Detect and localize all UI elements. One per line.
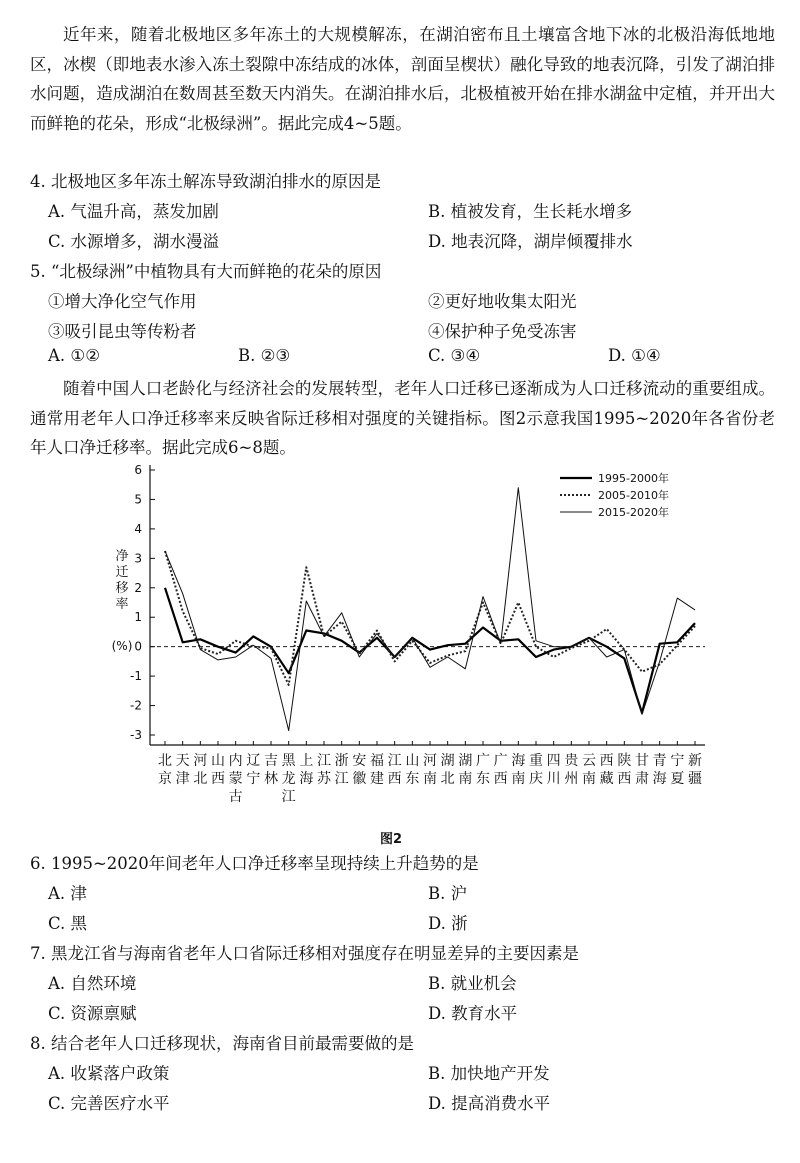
x-tick-label-char: 蒙 xyxy=(228,771,243,787)
x-tick-label xyxy=(246,753,260,787)
q6-option-b: B. 沪 xyxy=(428,884,468,903)
y-tick-label: 6 xyxy=(134,463,142,477)
x-tick-label xyxy=(193,753,207,787)
x-tick-label xyxy=(441,753,455,787)
x-tick-label-char: 苏 xyxy=(317,771,331,787)
x-tick-label-char: 京 xyxy=(158,771,172,787)
x-tick-label xyxy=(529,753,543,787)
x-tick-label-char: 北 xyxy=(440,771,455,787)
passage-arctic: 近年来，随着北极地区多年冻土的大规模解冻，在湖泊密布且土壤富含地下冰的北极沿海低地地区，冰楔（即地表水渗入冻土裂隙中冻结成的冰体，剖面呈楔状）融化导致的地表沉降，引发了湖泊排水问题，造成湖泊在数周甚至数天内消失。在湖泊排水后，北极植被开始在排水湖盆中定植，并开出大而鲜艳的花朵，形成“北极绿洲”。据此完成4~5题。 xyxy=(30,25,775,133)
series-line-2 xyxy=(165,551,695,685)
x-tick-label-char: 建 xyxy=(370,771,384,787)
x-tick-label-char: 江 xyxy=(334,771,349,787)
q5-item-4: ④保护种子免受冻害 xyxy=(428,322,577,341)
x-tick-label-char: 陕 xyxy=(617,753,632,769)
q7-option-b: B. 就业机会 xyxy=(428,974,517,993)
y-axis-label-char: 净 xyxy=(115,549,129,564)
x-tick-label xyxy=(458,753,472,787)
x-tick-label-char: 黑 xyxy=(281,753,296,769)
legend-label-2: 2005-2010年 xyxy=(598,489,669,502)
x-tick-label xyxy=(511,753,525,787)
x-tick-label xyxy=(282,753,297,805)
y-axis-label-char: 率 xyxy=(115,597,129,612)
q7-option-c: C. 资源禀赋 xyxy=(48,1004,137,1023)
y-tick-label: 5 xyxy=(134,492,142,507)
x-tick-label-char: 内 xyxy=(228,753,243,769)
x-tick-label xyxy=(229,752,243,805)
question-7-stem: 7. 黑龙江省与海南省老年人口省际迁移相对强度存在明显差异的主要因素是 xyxy=(30,944,579,963)
x-tick-label-char: 北 xyxy=(193,771,208,787)
q6-option-c: C. 黑 xyxy=(48,914,88,933)
question-5-stem: 5. “北极绿洲”中植物具有大而鲜艳的花朵的原因 xyxy=(30,262,382,281)
x-tick-label-char: 重 xyxy=(529,753,543,769)
q4-option-a: A. 气温升高，蒸发加剧 xyxy=(48,202,219,221)
x-tick-label-char: 江 xyxy=(317,753,331,769)
x-tick-label-char: 庆 xyxy=(529,771,543,787)
q4-option-b: B. 植被发育，生长耗水增多 xyxy=(428,202,633,221)
y-tick-label: 3 xyxy=(134,551,142,566)
figure-2-chart xyxy=(100,460,720,824)
x-tick-label-char: 广 xyxy=(493,753,508,769)
x-tick-label xyxy=(476,753,490,787)
y-tick-label: -3 xyxy=(130,728,142,742)
x-tick-label-char: 川 xyxy=(546,771,561,787)
x-tick-label xyxy=(264,752,278,787)
x-tick-label-char: 天 xyxy=(175,753,190,769)
x-tick-label-char: 林 xyxy=(264,771,278,787)
x-tick-label-char: 浙 xyxy=(334,753,349,769)
x-tick-label-char: 江 xyxy=(387,753,402,769)
q5-item-3: ③吸引昆虫等传粉者 xyxy=(48,322,197,341)
q7-option-d: D. 教育水平 xyxy=(428,1004,518,1023)
net-migration-line-chart xyxy=(100,460,720,820)
y-tick-label: 2 xyxy=(134,580,142,595)
x-tick-label-char: 藏 xyxy=(599,771,614,787)
y-axis-label-char: 移 xyxy=(115,581,129,596)
x-tick-label xyxy=(494,753,508,787)
x-tick-label-char: 吉 xyxy=(264,753,278,769)
x-tick-label-char: 安 xyxy=(352,753,367,769)
legend-label-1: 1995-2000年 xyxy=(598,472,669,485)
x-tick-label-char: 上 xyxy=(299,753,314,769)
x-tick-label-char: 山 xyxy=(211,753,225,769)
x-tick-label-char: 州 xyxy=(564,771,579,787)
x-tick-label-char: 甘 xyxy=(635,753,649,769)
x-tick-label-char: 龙 xyxy=(281,771,296,787)
y-axis-label-char: 迁 xyxy=(115,565,129,580)
x-tick-label-char: 山 xyxy=(405,753,420,769)
x-tick-label-char: 云 xyxy=(582,753,596,769)
x-tick-label-char: 海 xyxy=(511,753,526,769)
x-tick-label-char: 湖 xyxy=(440,753,455,769)
series-line-1 xyxy=(165,588,695,713)
q8-option-c: C. 完善医疗水平 xyxy=(48,1094,170,1113)
q8-option-b: B. 加快地产开发 xyxy=(428,1064,550,1083)
x-tick-label xyxy=(211,753,225,787)
x-tick-label xyxy=(564,752,579,787)
q5-option-a: A. ①② xyxy=(48,346,100,365)
x-tick-label-char: 津 xyxy=(175,771,190,787)
x-tick-label-char: 东 xyxy=(476,771,490,787)
x-tick-label-char: 西 xyxy=(617,771,632,787)
x-tick-label xyxy=(547,753,561,787)
x-tick-label xyxy=(335,752,349,787)
x-tick-label-char: 四 xyxy=(546,753,561,769)
q5-option-b: B. ②③ xyxy=(238,346,291,365)
x-tick-label-char: 东 xyxy=(405,771,420,787)
x-tick-label-char: 西 xyxy=(211,771,225,787)
y-tick-label: 4 xyxy=(134,521,142,536)
x-tick-label-char: 南 xyxy=(511,771,526,787)
x-tick-label xyxy=(317,753,332,787)
q6-option-a: A. 津 xyxy=(48,884,87,903)
q8-option-a: A. 收紧落户政策 xyxy=(48,1064,170,1083)
x-tick-label-char: 西 xyxy=(387,771,402,787)
passage-elderly-migration: 随着中国人口老龄化与经济社会的发展转型，老年人口迁移已逐渐成为人口迁移流动的重要组成。通常用老年人口净迁移率来反映省际迁移相对强度的关键指标。图2示意我国1995~2020年各省份老年人口净迁移率。据此完成6~8题。 xyxy=(30,379,775,457)
q5-item-1: ①增大净化空气作用 xyxy=(48,292,197,311)
legend-label-3: 2015-2020年 xyxy=(598,506,669,519)
x-tick-label xyxy=(176,753,190,787)
x-tick-label xyxy=(370,753,384,787)
x-tick-label-char: 北 xyxy=(158,753,172,769)
y-tick-label: 0 xyxy=(134,639,142,654)
question-8-stem: 8. 结合老年人口迁移现状，海南省目前最需要做的是 xyxy=(30,1034,414,1053)
figure-caption: 图2 xyxy=(380,832,403,847)
question-4-stem: 4. 北极地区多年冻土解冻导致湖泊排水的原因是 xyxy=(30,172,381,191)
x-tick-label-char: 南 xyxy=(423,771,437,787)
x-tick-label xyxy=(653,752,667,787)
x-tick-label xyxy=(635,753,649,787)
y-tick-label: -2 xyxy=(130,698,142,713)
y-axis-unit: (%) xyxy=(111,639,133,653)
x-tick-label-char: 青 xyxy=(652,753,667,769)
x-tick-label-char: 辽 xyxy=(246,753,261,769)
x-tick-label-char: 宁 xyxy=(246,771,261,787)
x-tick-label-char: 南 xyxy=(458,771,473,787)
x-tick-label-char: 福 xyxy=(370,753,384,769)
q7-option-a: A. 自然环境 xyxy=(48,974,137,993)
q5-option-d: D. ①④ xyxy=(608,346,661,365)
x-tick-label-char: 肃 xyxy=(635,771,649,787)
x-tick-label-char: 新 xyxy=(688,753,702,769)
x-tick-label-char: 湖 xyxy=(458,753,473,769)
x-tick-label xyxy=(582,753,596,787)
y-tick-label: -1 xyxy=(130,669,142,684)
x-tick-label-char: 贵 xyxy=(564,753,579,769)
x-tick-label-char: 古 xyxy=(228,789,243,805)
x-tick-label-char: 夏 xyxy=(670,771,685,787)
q4-option-d: D. 地表沉降，湖岸倾覆排水 xyxy=(428,232,633,251)
x-tick-label-char: 河 xyxy=(423,753,437,769)
x-tick-label-char: 宁 xyxy=(670,753,685,769)
x-tick-label-char: 海 xyxy=(652,771,667,787)
x-tick-label xyxy=(158,753,172,787)
x-tick-label-char: 徽 xyxy=(352,771,367,787)
q5-option-c: C. ③④ xyxy=(428,346,481,365)
q4-option-c: C. 水源增多，湖水漫溢 xyxy=(48,232,220,251)
x-tick-label-char: 西 xyxy=(493,771,508,787)
x-tick-label-char: 江 xyxy=(281,789,296,805)
x-tick-label xyxy=(352,753,366,787)
x-tick-label xyxy=(423,753,437,787)
x-tick-label-char: 海 xyxy=(299,771,314,787)
x-tick-label xyxy=(299,753,313,787)
x-tick-label-char: 疆 xyxy=(688,771,702,787)
series-line-3 xyxy=(165,488,695,731)
q5-item-2: ②更好地收集太阳光 xyxy=(428,292,577,311)
x-tick-label xyxy=(617,752,631,787)
q8-option-d: D. 提高消费水平 xyxy=(428,1094,551,1113)
x-tick-label-char: 河 xyxy=(193,753,208,769)
x-tick-label-char: 南 xyxy=(582,771,596,787)
x-tick-label xyxy=(670,753,684,787)
x-tick-label xyxy=(405,753,419,787)
x-tick-label xyxy=(688,753,702,787)
x-tick-label-char: 广 xyxy=(476,753,490,769)
x-tick-label xyxy=(600,753,614,787)
question-6-stem: 6. 1995~2020年间老年人口净迁移率呈现持续上升趋势的是 xyxy=(30,854,479,873)
x-tick-label xyxy=(388,753,402,787)
q6-option-d: D. 浙 xyxy=(428,914,468,933)
x-tick-label-char: 西 xyxy=(599,753,614,769)
y-tick-label: 1 xyxy=(134,610,142,625)
